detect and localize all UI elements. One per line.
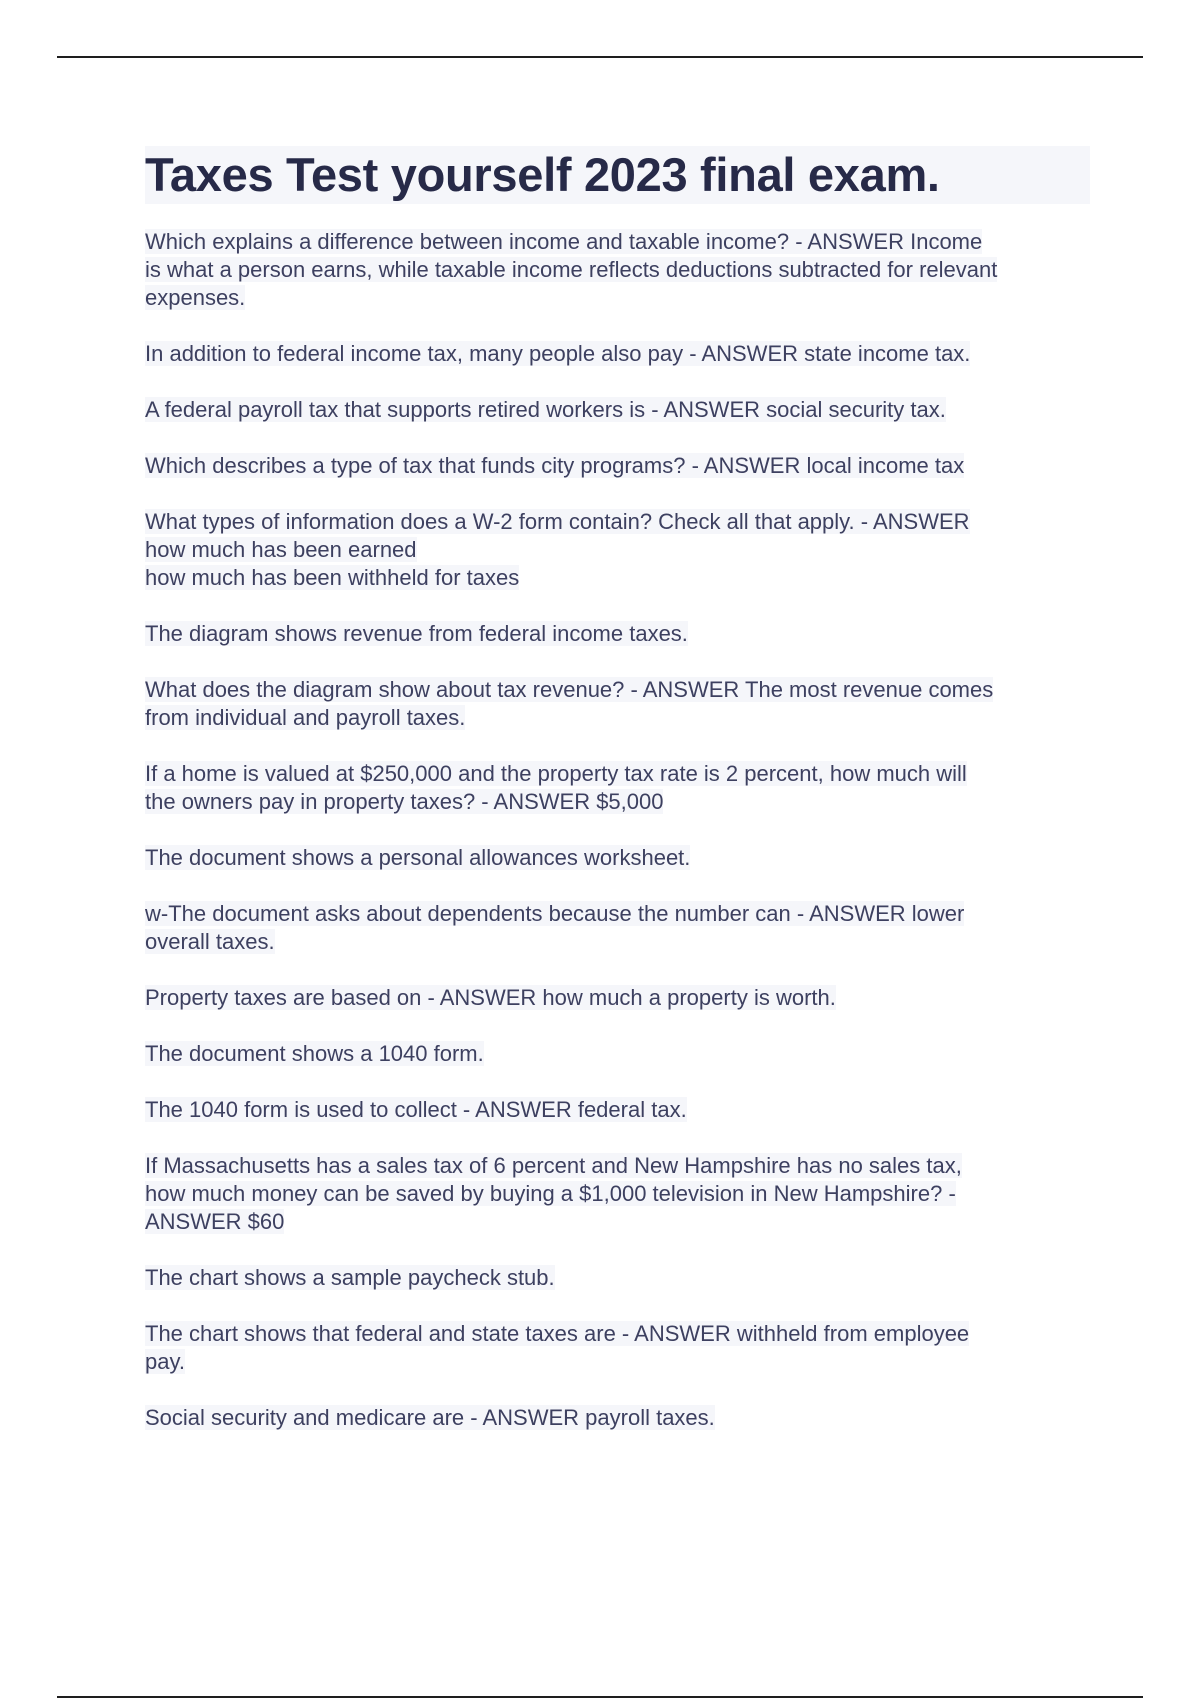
qa-line xyxy=(145,704,1090,732)
qa-line-text: expenses. xyxy=(145,285,246,310)
qa-line xyxy=(145,1404,1090,1432)
qa-line xyxy=(145,284,1090,312)
qa-line xyxy=(145,1096,1090,1124)
qa-line xyxy=(145,228,1090,256)
qa-line-text: Property taxes are based on - ANSWER how much a property is worth. xyxy=(145,985,836,1010)
qa-line-text: If a home is valued at $250,000 and the property tax rate is 2 percent, how much will xyxy=(145,761,967,786)
qa-line xyxy=(145,620,1090,648)
qa-line xyxy=(145,844,1090,872)
bottom-rule xyxy=(57,1696,1143,1698)
qa-line-text: The 1040 form is used to collect - ANSWER federal tax. xyxy=(145,1097,687,1122)
qa-line xyxy=(145,1180,1090,1208)
qa-line-text: overall taxes. xyxy=(145,929,275,954)
qa-line xyxy=(145,1264,1090,1292)
qa-line-text: Which describes a type of tax that funds city programs? - ANSWER local income tax xyxy=(145,453,965,478)
qa-item xyxy=(145,900,1090,956)
qa-line xyxy=(145,1040,1090,1068)
qa-line-text: What does the diagram show about tax revenue? - ANSWER The most revenue comes xyxy=(145,677,994,702)
qa-item xyxy=(145,340,1090,368)
qa-line xyxy=(145,1152,1090,1180)
qa-line-text: w-The document asks about dependents because the number can - ANSWER lower xyxy=(145,901,965,926)
qa-list xyxy=(145,228,1090,1432)
qa-line xyxy=(145,928,1090,956)
qa-line xyxy=(145,340,1090,368)
qa-line-text: pay. xyxy=(145,1349,185,1374)
qa-item xyxy=(145,984,1090,1012)
qa-item xyxy=(145,760,1090,816)
qa-line xyxy=(145,452,1090,480)
qa-line-text: is what a person earns, while taxable income reflects deductions subtracted for relevant xyxy=(145,257,998,282)
qa-line xyxy=(145,508,1090,536)
qa-line-text: The chart shows that federal and state taxes are - ANSWER withheld from employee xyxy=(145,1321,970,1346)
qa-line-text: The document shows a personal allowances worksheet. xyxy=(145,845,691,870)
qa-item xyxy=(145,228,1090,312)
qa-line xyxy=(145,396,1090,424)
qa-line-text: how much has been earned xyxy=(145,537,417,562)
qa-line xyxy=(145,984,1090,1012)
qa-line-text: A federal payroll tax that supports retired workers is - ANSWER social security tax. xyxy=(145,397,946,422)
qa-line-text: In addition to federal income tax, many people also pay - ANSWER state income tax. xyxy=(145,341,971,366)
qa-line xyxy=(145,564,1090,592)
qa-line-text: The document shows a 1040 form. xyxy=(145,1041,484,1066)
qa-line-text: The diagram shows revenue from federal income taxes. xyxy=(145,621,688,646)
qa-line-text: the owners pay in property taxes? - ANSWER $5,000 xyxy=(145,789,664,814)
qa-item xyxy=(145,396,1090,424)
document-body xyxy=(145,146,1090,1460)
qa-line-text: from individual and payroll taxes. xyxy=(145,705,466,730)
qa-line-text: Which explains a difference between income and taxable income? - ANSWER Income xyxy=(145,229,983,254)
qa-line xyxy=(145,1348,1090,1376)
qa-item xyxy=(145,1040,1090,1068)
qa-line-text: What types of information does a W-2 form contain? Check all that apply. - ANSWER xyxy=(145,509,970,534)
qa-line xyxy=(145,536,1090,564)
qa-item xyxy=(145,1320,1090,1376)
qa-item xyxy=(145,508,1090,592)
qa-item xyxy=(145,1264,1090,1292)
qa-item xyxy=(145,844,1090,872)
qa-line-text: ANSWER $60 xyxy=(145,1209,285,1234)
qa-line-text: how much has been withheld for taxes xyxy=(145,565,520,590)
qa-item xyxy=(145,1404,1090,1432)
qa-item xyxy=(145,452,1090,480)
qa-line xyxy=(145,760,1090,788)
page-title: Taxes Test yourself 2023 final exam. xyxy=(145,146,1090,204)
qa-item xyxy=(145,1152,1090,1236)
qa-line-text: The chart shows a sample paycheck stub. xyxy=(145,1265,555,1290)
qa-line-text: how much money can be saved by buying a $1,000 television in New Hampshire? - xyxy=(145,1181,956,1206)
qa-line xyxy=(145,1208,1090,1236)
top-rule xyxy=(57,56,1143,58)
qa-line-text: Social security and medicare are - ANSWER payroll taxes. xyxy=(145,1405,715,1430)
qa-line xyxy=(145,900,1090,928)
qa-item xyxy=(145,620,1090,648)
qa-item xyxy=(145,1096,1090,1124)
qa-line xyxy=(145,256,1090,284)
qa-item xyxy=(145,676,1090,732)
qa-line-text: If Massachusetts has a sales tax of 6 percent and New Hampshire has no sales tax, xyxy=(145,1153,962,1178)
qa-line xyxy=(145,788,1090,816)
qa-line xyxy=(145,1320,1090,1348)
qa-line xyxy=(145,676,1090,704)
